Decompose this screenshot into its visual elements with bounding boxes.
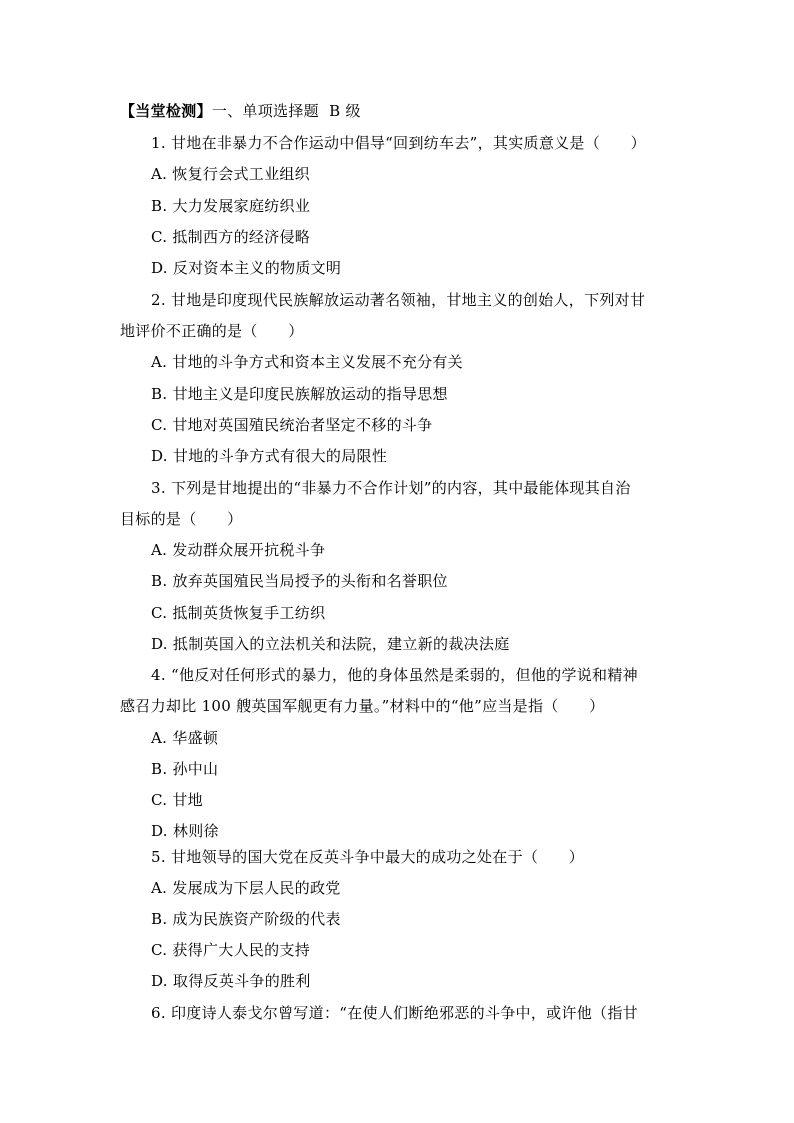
section-title: 一、单项选择题: [211, 102, 319, 120]
question-3-option-b: B. 放弃英国殖民当局授予的头衔和名誉职位: [151, 572, 448, 590]
question-1-option-b: B. 大力发展家庭纺织业: [151, 197, 311, 215]
question-4-stem-continued: 感召力却比 100 艘英国军舰更有力量。”材料中的“他”应当是指（ ）: [120, 697, 605, 715]
question-3-option-a: A. 发动群众展开抗税斗争: [151, 541, 326, 559]
question-2-option-b: B. 甘地主义是印度民族解放运动的指导思想: [151, 385, 448, 403]
question-3-stem: 3. 下列是甘地提出的“非暴力不合作计划”的内容，其中最能体现其自治: [151, 479, 631, 497]
question-1-option-d: D. 反对资本主义的物质文明: [151, 259, 342, 277]
question-2-option-d: D. 甘地的斗争方式有很大的局限性: [151, 447, 388, 465]
question-5-option-b: B. 成为民族资产阶级的代表: [151, 910, 341, 928]
question-1-option-c: C. 抵制西方的经济侵略: [151, 228, 311, 246]
section-level: B 级: [329, 102, 361, 120]
question-4-option-d: D. 林则徐: [151, 822, 219, 840]
question-2-stem: 2. 甘地是印度现代民族解放运动著名领袖，甘地主义的创始人，下列对甘: [151, 291, 646, 309]
question-4-stem: 4. “他反对任何形式的暴力，他的身体虽然是柔弱的，但他的学说和精神: [151, 666, 638, 684]
question-5-option-d: D. 取得反英斗争的胜利: [151, 972, 311, 990]
question-1-stem: 1. 甘地在非暴力不合作运动中倡导“回到纺车去”，其实质意义是（ ）: [151, 134, 646, 152]
question-2-stem-continued: 地评价不正确的是（ ）: [120, 322, 304, 340]
question-2-option-a: A. 甘地的斗争方式和资本主义发展不充分有关: [151, 353, 463, 371]
question-4-option-c: C. 甘地: [151, 791, 203, 809]
question-5-option-c: C. 获得广大人民的支持: [151, 941, 311, 959]
question-2-option-c: C. 甘地对英国殖民统治者坚定不移的斗争: [151, 416, 433, 434]
question-6-stem: 6. 印度诗人泰戈尔曾写道：“在使人们断绝邪恶的斗争中，或许他（指甘: [151, 1004, 638, 1022]
question-5-option-a: A. 发展成为下层人民的政党: [151, 879, 341, 897]
question-4-option-a: A. 华盛顿: [151, 729, 219, 747]
question-4-option-b: B. 孙中山: [151, 760, 219, 778]
question-1-option-a: A. 恢复行会式工业组织: [151, 165, 310, 183]
question-3-option-d: D. 抵制英国入的立法机关和法院，建立新的裁决法庭: [151, 635, 510, 653]
question-3-stem-continued: 目标的是（ ）: [120, 510, 243, 528]
section-heading: [120, 101, 361, 121]
question-5-stem: 5. 甘地领导的国大党在反英斗争中最大的成功之处在于（ ）: [151, 848, 585, 866]
section-label: 【当堂检测】: [120, 102, 212, 120]
question-3-option-c: C. 抵制英货恢复手工纺织: [151, 604, 326, 622]
